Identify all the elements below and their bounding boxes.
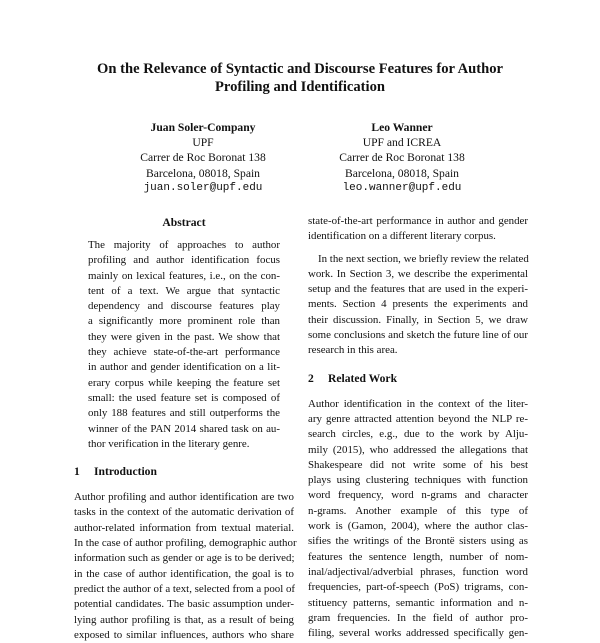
abstract-line: winner of the PAN 2014 shared task on au- [88,422,280,435]
body-line: In the next section, we briefly review the related [318,252,529,265]
author-city: Barcelona, 08018, Spain [146,166,260,180]
abstract-line: in author and gender identification on a lit- [88,361,280,374]
body-line: ments. Section 4 presents the experiments and [308,298,528,311]
body-line: frequencies, part-of-speech (PoS) trigrams, con- [308,581,528,594]
body-line: features the sentence length, number of nom- [308,550,528,563]
section-number: 1 [74,465,80,479]
section-title: Introduction [94,465,157,479]
body-line: ary genre attracted attention beyond the NLP re- [308,412,528,425]
author-name: Leo Wanner [371,121,433,134]
body-line: in the case of author identification, the goal is to [74,567,294,580]
body-line: work. In Section 3, we describe the experimental [308,267,528,280]
body-line: work is (Gamon, 2004), where the author clas- [308,520,528,533]
abstract-line: erary corpus while keeping the feature set [88,376,280,389]
body-line: n-grams. Another example of this type of [308,504,528,517]
paragraph-continued [308,214,528,245]
abstract-line: mainly on lexical features, i.e., on the con- [88,269,280,282]
author-email: juan.soler@upf.edu [143,181,263,194]
left-column [74,215,297,643]
body-line: Shakespeare did not write some of his best [308,458,528,471]
right-column [308,214,528,641]
abstract-line: dependency and discourse features play [88,300,280,313]
body-line: word frequency, word n-grams and character [308,489,528,502]
section-number: 2 [308,371,314,385]
author-name: Juan Soler-Company [150,121,256,134]
body-line: tasks in the context of the automatic derivation of [74,506,294,519]
body-line: In the case of author profiling, demographic author [74,537,297,550]
paper-title [0,60,600,96]
body-line: their discussion. Finally, in Section 5, we draw [308,313,528,326]
section-title: Related Work [328,371,398,385]
abstract-line: thor verification in the literary genre. [88,437,250,450]
author-street: Carrer de Roc Boronat 138 [140,151,266,165]
body-line: search circles, e.g., due to the work by Alju- [308,428,528,441]
body-line: Author identification in the context of the liter- [308,397,528,410]
body-line: some conclusions and sketch the future line of our [308,329,528,342]
section-heading-introduction [74,464,294,480]
author-affiliation: UPF [192,136,214,150]
body-line: Author profiling and author identification are two [74,491,294,504]
section-heading-related-work [308,371,528,387]
body-line: information such as gender or age is to be derived; [74,552,295,565]
abstract-line: they were given in the past. We show that [88,330,280,343]
body-line: inal/adjectival/adverbial phrases, function word [308,565,528,578]
body-line: stituency patterns, semantic information and n- [308,596,528,609]
title-line: On the Relevance of Syntactic and Discourse Features for Author [96,61,504,77]
author-affiliation: UPF and ICREA [362,136,442,150]
body-line: author-related information from textual material. [74,521,294,534]
paragraph-outline [308,252,528,359]
body-line: gram frequencies. In the field of author pro- [308,611,528,624]
author-block-1 [93,120,313,196]
abstract-text [74,238,294,452]
author-email: leo.wanner@upf.edu [342,181,462,194]
abstract-line: a significantly more prominent role than [88,315,280,328]
abstract-line: they achieve state-of-the-art performance [88,346,280,359]
body-line: filing, several works addressed specifically gen- [308,627,528,640]
abstract-line: tent of a text. We argue that syntactic [88,284,280,297]
abstract-line: profiling and author identification focus [88,254,280,267]
body-line: predict the author of a text, selected from a pool of [74,582,296,595]
related-work-text [308,397,528,642]
body-line: lying author profiling is that, as a result of being [74,613,294,626]
title-line: Profiling and Identification [214,79,385,95]
body-line: state-of-the-art performance in author and gender [308,215,528,227]
abstract-line: only 188 features and still outperforms the [88,407,280,420]
author-city: Barcelona, 08018, Spain [345,166,459,180]
introduction-text [74,490,297,643]
author-block-2 [292,120,512,196]
abstract-heading: Abstract [162,216,206,229]
body-line: research in this area. [308,344,398,357]
body-line: mily (2015), who addressed the allegations that [308,443,528,456]
body-line: exposed to similar influences, authors who share [74,628,294,641]
author-street: Carrer de Roc Boronat 138 [339,151,465,165]
body-line: sifies the writings of the Brontë sisters using as [308,535,528,548]
body-line: identification on a different literary corpus. [308,230,496,243]
body-line: plays using clustering techniques with function [308,474,528,487]
abstract-line: small: the used feature set is composed of [88,391,280,404]
body-line: setup and the features that are used in the experi- [308,283,528,296]
body-line: potential candidates. The basic assumption under- [74,598,294,611]
abstract-line: The majority of approaches to author [88,239,280,251]
